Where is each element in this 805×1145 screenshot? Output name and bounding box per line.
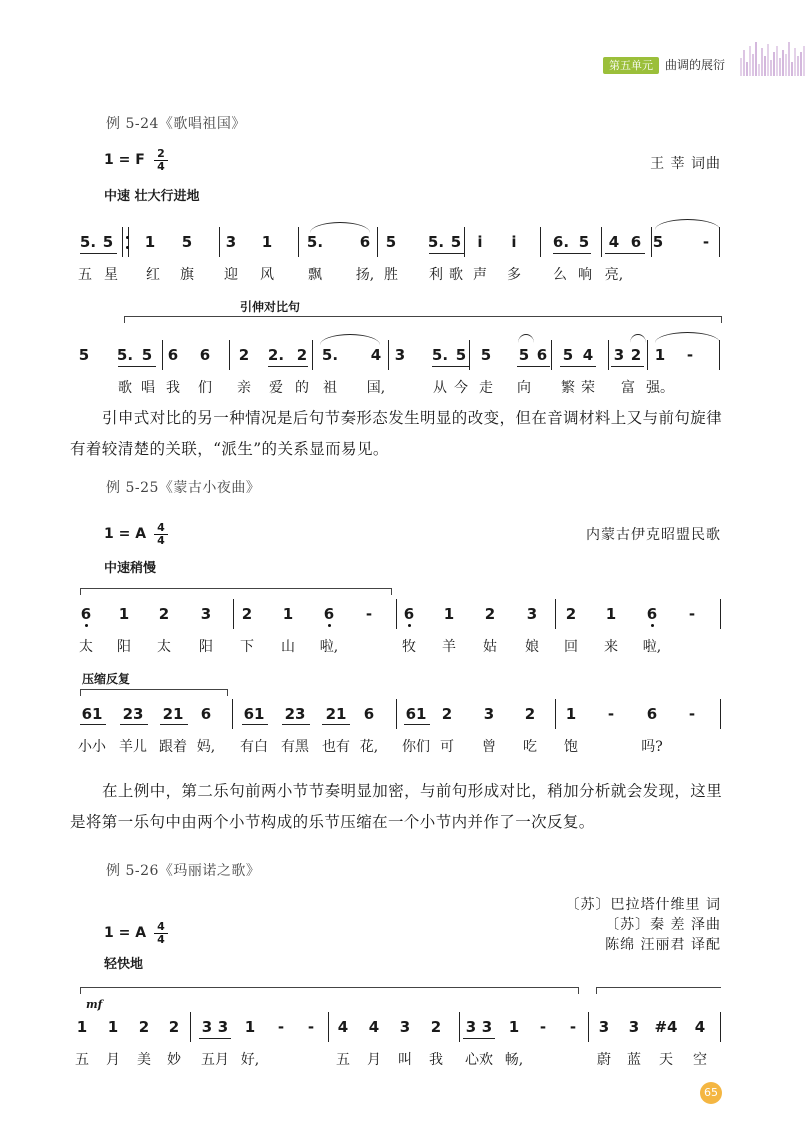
bar-line (122, 227, 123, 257)
note: 2 (524, 705, 536, 723)
lyric: 你们 (402, 739, 430, 755)
key-signature: 1 = F (104, 152, 145, 168)
underline (160, 724, 188, 725)
note: 1 (508, 1018, 520, 1036)
bar-line (232, 699, 233, 729)
note: 5 (385, 233, 397, 251)
note: 6 (646, 605, 658, 623)
bar-line (219, 227, 220, 257)
lyric: 扬, (355, 267, 375, 283)
lyric: 么 (553, 267, 567, 283)
note: 6 (167, 346, 179, 364)
note: 5 (480, 346, 492, 364)
underline (242, 724, 268, 725)
note: - (688, 605, 696, 623)
tie (310, 222, 370, 233)
underline (517, 366, 550, 367)
note: 5. (321, 346, 339, 364)
lyric: 从 (433, 380, 447, 396)
tie (655, 332, 720, 343)
time-signature: $\frac{2}{4}$ (154, 148, 168, 173)
note: 3 (465, 1018, 477, 1036)
bar-line (233, 599, 234, 629)
phrase-bracket (124, 316, 722, 323)
lyric: 跟着 (159, 739, 187, 755)
lyric: 亮, (604, 267, 624, 283)
note: 5. (79, 233, 97, 251)
lyric: 下 (240, 639, 254, 655)
note: 4 (582, 346, 594, 364)
note: 3 (481, 1018, 493, 1036)
note: 23 (284, 705, 306, 723)
note: - (307, 1018, 315, 1036)
lyric: 畅, (504, 1052, 524, 1068)
phrase-bracket (80, 588, 392, 595)
underline (80, 253, 117, 254)
note: 61 (81, 705, 103, 723)
lyric: 富 (621, 380, 635, 396)
note: 21 (162, 705, 184, 723)
underline (553, 253, 591, 254)
lyric: 歌 (449, 267, 463, 283)
lyric: 可 (440, 739, 454, 755)
lyric: 强。 (646, 380, 674, 396)
note: 21 (325, 705, 347, 723)
note: 4 (368, 1018, 380, 1036)
body-paragraph: 引申式对比的另一种情况是后句节奏形态发生明显的改变，但在音调材料上又与前句旋律有着较清楚的关联，“派生”的关系显而易见。 (70, 409, 723, 458)
lyric: 饱 (564, 739, 578, 755)
note: i (477, 233, 483, 251)
lyric: 五月 (201, 1052, 229, 1068)
underline (282, 724, 310, 725)
lyric: 蓝 (627, 1052, 641, 1068)
lyric: 声 (473, 267, 487, 283)
note: 2 (241, 605, 253, 623)
note: 3 (217, 1018, 229, 1036)
lyric: 羊儿 (119, 739, 147, 755)
note: 1 (605, 605, 617, 623)
lyric: 亲 (237, 380, 251, 396)
lyric: 月 (106, 1052, 120, 1068)
note: 2 (138, 1018, 150, 1036)
note: 6 (363, 705, 375, 723)
lyric: 啦, (642, 639, 662, 655)
note: 5 (562, 346, 574, 364)
note: 6 (630, 233, 642, 251)
note: 1 (107, 1018, 119, 1036)
note: 3 (225, 233, 237, 251)
lyric: 吗? (641, 739, 663, 755)
note: 2. (267, 346, 285, 364)
lyric: 爱 (269, 380, 283, 396)
lyric: 有白 (240, 739, 268, 755)
lyric: 吃 (523, 739, 537, 755)
lyric: 歌 (118, 380, 132, 396)
tie (630, 334, 646, 343)
example-title: 例 5-25《蒙古小夜曲》 (106, 480, 261, 496)
note: 5 (578, 233, 590, 251)
note: 1 (282, 605, 294, 623)
phrase-bracket (80, 689, 228, 696)
lyric: 我 (166, 380, 180, 396)
note: - (702, 233, 710, 251)
lyric: 花, (359, 739, 379, 755)
bar-line (608, 340, 609, 370)
phrase-bracket (596, 987, 721, 994)
lyric: 小小 (78, 739, 106, 755)
lyric: 五 (78, 267, 92, 283)
note: 1 (144, 233, 156, 251)
note: 5 (450, 233, 462, 251)
note: 61 (405, 705, 427, 723)
repeat-dot (126, 246, 129, 249)
bar-line (328, 1012, 329, 1042)
lyric: 五 (336, 1052, 350, 1068)
underline (429, 253, 464, 254)
lyric: 们 (198, 380, 212, 396)
note: 6 (80, 605, 92, 623)
note: 3 (200, 605, 212, 623)
note: 1 (118, 605, 130, 623)
note: 1 (261, 233, 273, 251)
lyric: 迎 (224, 267, 238, 283)
bar-line (459, 1012, 460, 1042)
underline (199, 1038, 231, 1039)
note: 2 (430, 1018, 442, 1036)
bar-line (551, 340, 552, 370)
note: 5. (116, 346, 134, 364)
lyricist-credit: 〔苏〕巴拉塔什维里 词 (565, 897, 721, 913)
bar-line (128, 227, 129, 257)
lyric: 风 (260, 267, 274, 283)
bar-line (720, 599, 721, 629)
underline (463, 1038, 495, 1039)
tie (518, 334, 534, 343)
underline (80, 724, 106, 725)
example-title: 例 5-26《玛丽诺之歌》 (106, 863, 261, 879)
lyric: 荣 (581, 380, 595, 396)
lyric: 飘 (308, 267, 322, 283)
lyric: 祖 (323, 380, 337, 396)
note: 3 (613, 346, 625, 364)
note: 5 (652, 233, 664, 251)
lyric: 利 (429, 267, 443, 283)
lyric: 走 (479, 380, 493, 396)
note: 1 (76, 1018, 88, 1036)
tempo-marking: 中速 壮大行进地 (104, 189, 200, 204)
underline (605, 253, 645, 254)
note: 3 (598, 1018, 610, 1036)
lyric: 太 (79, 639, 93, 655)
translator-credit: 陈绵 汪丽君 译配 (605, 937, 721, 953)
lyric: 国, (366, 380, 386, 396)
lyric: 天 (659, 1052, 673, 1068)
tie (655, 219, 720, 230)
page-number: 65 (700, 1082, 722, 1104)
note: 4 (370, 346, 382, 364)
bar-line (162, 340, 163, 370)
note: 5 (102, 233, 114, 251)
bar-line (540, 227, 541, 257)
bar-line (464, 227, 465, 257)
bar-line (555, 699, 556, 729)
bar-line (377, 227, 378, 257)
repeat-dot (126, 236, 129, 239)
key-signature: 1 = A (104, 526, 147, 542)
note: 6 (199, 346, 211, 364)
note: 6. (552, 233, 570, 251)
note: 6 (403, 605, 415, 623)
note: 6 (536, 346, 548, 364)
header-decoration (740, 40, 805, 76)
note: 3 (394, 346, 406, 364)
note: 2 (441, 705, 453, 723)
note: 2 (484, 605, 496, 623)
lyric: 多 (507, 267, 521, 283)
lyric: 啦, (319, 639, 339, 655)
note: 1 (244, 1018, 256, 1036)
note: 6 (200, 705, 212, 723)
bar-line (719, 340, 720, 370)
bar-line (312, 340, 313, 370)
section-title: 曲调的展衍 (665, 58, 726, 72)
lyric: 好, (240, 1052, 260, 1068)
lyric: 羊 (442, 639, 456, 655)
example-title: 例 5-24《歌唱祖国》 (106, 116, 246, 132)
lyric: 牧 (402, 639, 416, 655)
note: 5 (455, 346, 467, 364)
underline (432, 366, 469, 367)
note: 2 (565, 605, 577, 623)
note: 3 (399, 1018, 411, 1036)
bar-line (396, 599, 397, 629)
lyric: 我 (429, 1052, 443, 1068)
low-octave-dot (328, 624, 331, 627)
note: 3 (201, 1018, 213, 1036)
underline (611, 366, 644, 367)
lyric: 妙 (167, 1052, 181, 1068)
lyric: 繁 (561, 380, 575, 396)
underline (560, 366, 596, 367)
phrase-bracket (80, 987, 579, 994)
lyric: 叫 (398, 1052, 412, 1068)
bar-line (588, 1012, 589, 1042)
note: 5. (427, 233, 445, 251)
note: 3 (483, 705, 495, 723)
lyric: 来 (604, 639, 618, 655)
note: 5. (431, 346, 449, 364)
lyric: 山 (281, 639, 295, 655)
note: 2 (158, 605, 170, 623)
note: 2 (238, 346, 250, 364)
bar-line (555, 599, 556, 629)
bar-line (298, 227, 299, 257)
lyric: 太 (157, 639, 171, 655)
lyric: 阳 (199, 639, 213, 655)
body-paragraph: 在上例中，第二乐句前两小节节奏明显加密，与前句形成对比，稍加分析就会发现，这里是将第一乐句中由两个小节构成的乐节压缩在一个小节内并作了一次反复。 (70, 782, 723, 831)
tempo-marking: 中速稍慢 (104, 561, 157, 576)
lyric: 也有 (322, 739, 350, 755)
lyric: 胜 (384, 267, 398, 283)
note: 1 (565, 705, 577, 723)
low-octave-dot (408, 624, 411, 627)
phrase-label: 引伸对比句 (240, 300, 301, 314)
lyric: 响 (578, 267, 592, 283)
lyric: 曾 (482, 739, 496, 755)
note: 61 (243, 705, 265, 723)
note: 5 (181, 233, 193, 251)
lyric: 红 (146, 267, 160, 283)
tie (320, 334, 380, 345)
note: 5 (518, 346, 530, 364)
note: i (511, 233, 517, 251)
lyric: 旗 (180, 267, 194, 283)
underline (120, 724, 148, 725)
underline (404, 724, 430, 725)
lyric: 星 (104, 267, 118, 283)
dynamic-marking: mf (86, 998, 103, 1011)
bar-line (190, 1012, 191, 1042)
note: - (686, 346, 694, 364)
note: 1 (654, 346, 666, 364)
lyric: 唱 (141, 380, 155, 396)
lyric: 空 (693, 1052, 707, 1068)
note: 4 (337, 1018, 349, 1036)
note: 4 (608, 233, 620, 251)
note: - (607, 705, 615, 723)
note: 2 (296, 346, 308, 364)
tempo-marking: 轻快地 (104, 957, 144, 972)
bar-line (601, 227, 602, 257)
underline (268, 366, 308, 367)
unit-badge: 第五单元 (603, 57, 659, 74)
bar-line (469, 340, 470, 370)
lyric: 五 (75, 1052, 89, 1068)
source-credit: 内蒙古伊克昭盟民歌 (586, 527, 721, 543)
note: 6 (646, 705, 658, 723)
lyric: 的 (295, 380, 309, 396)
note: 1 (443, 605, 455, 623)
note: 5. (306, 233, 324, 251)
note: 2 (630, 346, 642, 364)
underline (118, 366, 156, 367)
low-octave-dot (651, 624, 654, 627)
lyric: 回 (564, 639, 578, 655)
lyric: 向 (517, 380, 531, 396)
bar-line (720, 1012, 721, 1042)
note: 6 (359, 233, 371, 251)
lyric: 姑 (483, 639, 497, 655)
note: 3 (628, 1018, 640, 1036)
note: - (365, 605, 373, 623)
key-signature: 1 = A (104, 925, 147, 941)
note: 3 (526, 605, 538, 623)
lyric: 妈, (196, 739, 216, 755)
bar-line (719, 227, 720, 257)
bar-line (720, 699, 721, 729)
phrase-label: 压缩反复 (82, 672, 131, 686)
lyric: 心欢 (465, 1052, 493, 1068)
bar-line (396, 699, 397, 729)
underline (322, 724, 350, 725)
note: 6 (323, 605, 335, 623)
lyric: 月 (367, 1052, 381, 1068)
bar-line (651, 227, 652, 257)
note: 5 (141, 346, 153, 364)
bar-line (647, 340, 648, 370)
low-octave-dot (85, 624, 88, 627)
note: 5 (78, 346, 90, 364)
bar-line (388, 340, 389, 370)
lyric: 蔚 (597, 1052, 611, 1068)
lyric: 今 (454, 380, 468, 396)
note: - (688, 705, 696, 723)
lyric: 阳 (117, 639, 131, 655)
note: 23 (122, 705, 144, 723)
note: - (569, 1018, 577, 1036)
note: 4 (694, 1018, 706, 1036)
lyric: 美 (137, 1052, 151, 1068)
composer-credit: 王 莘 词曲 (650, 156, 721, 172)
note: #4 (654, 1018, 678, 1036)
time-signature: $\frac{4}{4}$ (154, 921, 168, 946)
note: - (277, 1018, 285, 1036)
time-signature: $\frac{4}{4}$ (154, 522, 168, 547)
lyric: 有黑 (281, 739, 309, 755)
note: - (539, 1018, 547, 1036)
bar-line (229, 340, 230, 370)
note: 2 (168, 1018, 180, 1036)
lyric: 娘 (525, 639, 539, 655)
composer-credit: 〔苏〕秦 差 泽曲 (605, 917, 721, 933)
